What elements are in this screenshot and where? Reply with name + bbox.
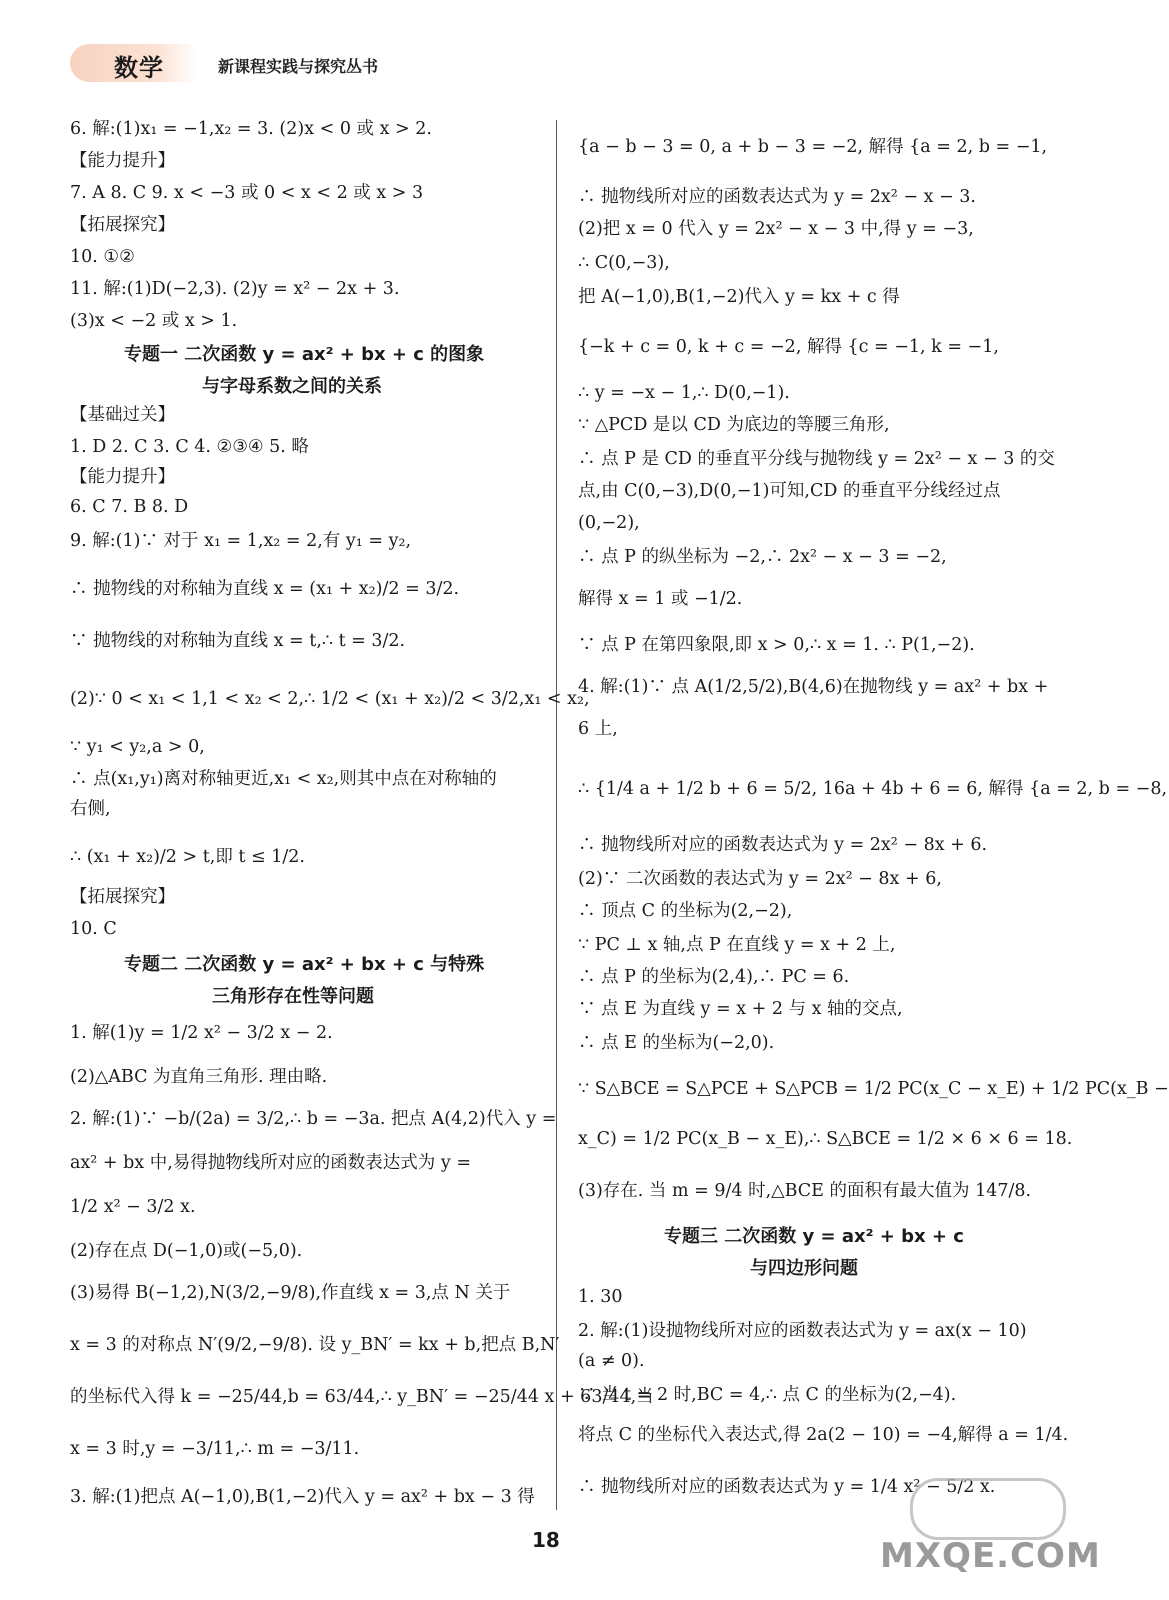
right-line: {−k + c = 0, k + c = −2, 解得 {c = −1, k = −1, [578,337,999,357]
section-heading: 专题一 二次函数 y = ax² + bx + c 的图象 [124,344,485,365]
left-line: 【能力提升】 [70,151,175,171]
watermark-text: MXQE.COM [880,1536,1101,1576]
left-line: 9. 解:(1)∵ 对于 x₁ = 1,x₂ = 2,有 y₁ = y₂, [70,531,412,551]
left-line: ∴ (x₁ + x₂)/2 > t,即 t ≤ 1/2. [70,847,305,867]
right-line: (a ≠ 0). [578,1351,645,1371]
section-heading: 与四边形问题 [750,1258,858,1279]
right-line: ∵ △PCD 是以 CD 为底边的等腰三角形, [578,415,890,435]
right-line: ∵ PC ⊥ x 轴,点 P 在直线 y = x + 2 上, [578,935,896,955]
left-line: 【基础过关】 [70,405,175,425]
right-line: (3)存在. 当 m = 9/4 时,△BCE 的面积有最大值为 147/8. [578,1181,1032,1201]
left-line: 6. C 7. B 8. D [70,497,189,517]
section-heading: 与字母系数之间的关系 [202,376,382,397]
right-line: (2)∵ 二次函数的表达式为 y = 2x² − 8x + 6, [578,869,942,889]
right-line: ∴ 点 P 是 CD 的垂直平分线与抛物线 y = 2x² − x − 3 的交 [578,449,1055,469]
left-line: 1/2 x² − 3/2 x. [70,1197,196,1217]
left-line: (3)易得 B(−1,2),N(3/2,−9/8),作直线 x = 3,点 N 关于 [70,1283,511,1303]
left-line: 10. C [70,919,117,939]
left-line: 【拓展探究】 [70,215,175,235]
right-line: 6 上, [578,719,618,739]
right-line: ∴ 点 E 的坐标为(−2,0). [578,1033,775,1053]
left-line: ax² + bx 中,易得抛物线所对应的函数表达式为 y = [70,1153,471,1173]
right-line: ∵ S△BCE = S△PCE + S△PCB = 1/2 PC(x_C − x_E) + 1/2 PC(x_B − [578,1079,1169,1099]
left-line: 【能力提升】 [70,467,175,487]
right-line: (0,−2), [578,513,640,533]
left-line: 1. 解(1)y = 1/2 x² − 3/2 x − 2. [70,1023,333,1043]
right-line: ∴ {1/4 a + 1/2 b + 6 = 5/2, 16a + 4b + 6 = 6, 解得 {a = 2, b = −8, [578,779,1168,799]
left-line: 11. 解:(1)D(−2,3). (2)y = x² − 2x + 3. [70,279,400,299]
right-line: x_C) = 1/2 PC(x_B − x_E),∴ S△BCE = 1/2 × 6 × 6 = 18. [578,1129,1073,1149]
left-line: x = 3 的对称点 N′(9/2,−9/8). 设 y_BN′ = kx + b,把点 B,N′ [70,1335,560,1355]
right-line: 把 A(−1,0),B(1,−2)代入 y = kx + c 得 [578,287,900,307]
subject-tab [70,44,196,82]
left-line: 10. ①② [70,247,135,267]
page-number: 18 [532,1528,560,1552]
left-line: 1. D 2. C 3. C 4. ②③④ 5. 略 [70,437,309,457]
right-line: ∵ 点 P 在第四象限,即 x > 0,∴ x = 1. ∴ P(1,−2). [578,635,975,655]
right-line: ∴ 抛物线所对应的函数表达式为 y = 2x² − x − 3. [578,187,976,207]
left-line: (3)x < −2 或 x > 1. [70,311,238,331]
right-line: ∴ C(0,−3), [578,253,670,273]
right-line: 1. 30 [578,1287,623,1307]
left-line: (2)存在点 D(−1,0)或(−5,0). [70,1241,303,1261]
right-line: ∴ 点 P 的纵坐标为 −2,∴ 2x² − x − 3 = −2, [578,547,947,567]
left-line: 右侧, [70,799,111,819]
right-line: 4. 解:(1)∵ 点 A(1/2,5/2),B(4,6)在抛物线 y = ax² + bx + [578,677,1049,697]
watermark [880,1472,1101,1592]
left-line: ∵ 抛物线的对称轴为直线 x = t,∴ t = 3/2. [70,631,406,651]
watermark-seal [910,1478,1066,1540]
right-line: ∴ 顶点 C 的坐标为(2,−2), [578,901,793,921]
right-line: ∴ 抛物线所对应的函数表达式为 y = 1/4 x² − 5/2 x. [578,1477,996,1497]
right-line: ∵ 当 t = 2 时,BC = 4,∴ 点 C 的坐标为(2,−4). [578,1385,957,1405]
left-line: 的坐标代入得 k = −25/44,b = 63/44,∴ y_BN′ = −25/44 x + 63/44,当 [70,1387,654,1407]
left-line: (2)△ABC 为直角三角形. 理由略. [70,1067,328,1087]
right-line: 解得 x = 1 或 −1/2. [578,589,743,609]
section-heading: 专题三 二次函数 y = ax² + bx + c [664,1226,964,1247]
left-line: (2)∵ 0 < x₁ < 1,1 < x₂ < 2,∴ 1/2 < (x₁ + x₂)/2 < 3/2,x₁ < x₂, [70,689,590,709]
left-line: x = 3 时,y = −3/11,∴ m = −3/11. [70,1439,360,1459]
section-heading: 三角形存在性等问题 [212,986,374,1007]
right-line: 2. 解:(1)设抛物线所对应的函数表达式为 y = ax(x − 10) [578,1321,1027,1341]
right-line: 点,由 C(0,−3),D(0,−1)可知,CD 的垂直平分线经过点 [578,481,1001,501]
left-line: 6. 解:(1)x₁ = −1,x₂ = 3. (2)x < 0 或 x > 2. [70,119,432,139]
left-line: ∴ 抛物线的对称轴为直线 x = (x₁ + x₂)/2 = 3/2. [70,579,460,599]
left-line: ∵ y₁ < y₂,a > 0, [70,737,205,757]
series-title: 新课程实践与探究丛书 [218,57,379,76]
left-line: ∴ 点(x₁,y₁)离对称轴更近,x₁ < x₂,则其中点在对称轴的 [70,769,497,789]
section-heading: 专题二 二次函数 y = ax² + bx + c 与特殊 [124,954,485,975]
right-line: ∴ 抛物线所对应的函数表达式为 y = 2x² − 8x + 6. [578,835,988,855]
left-line: 3. 解:(1)把点 A(−1,0),B(1,−2)代入 y = ax² + bx − 3 得 [70,1487,535,1507]
left-line: 【拓展探究】 [70,887,175,907]
subject-label: 数学 [114,54,164,82]
left-line: 7. A 8. C 9. x < −3 或 0 < x < 2 或 x > 3 [70,183,424,203]
right-line: ∵ 点 E 为直线 y = x + 2 与 x 轴的交点, [578,999,903,1019]
column-divider [556,120,557,1510]
right-line: 将点 C 的坐标代入表达式,得 2a(2 − 10) = −4,解得 a = 1/4. [578,1425,1069,1445]
right-line: (2)把 x = 0 代入 y = 2x² − x − 3 中,得 y = −3, [578,219,974,239]
left-line: 2. 解:(1)∵ −b/(2a) = 3/2,∴ b = −3a. 把点 A(4,2)代入 y = [70,1109,557,1129]
right-line: ∴ y = −x − 1,∴ D(0,−1). [578,383,790,403]
right-line: ∴ 点 P 的坐标为(2,4),∴ PC = 6. [578,967,850,987]
right-line: {a − b − 3 = 0, a + b − 3 = −2, 解得 {a = 2, b = −1, [578,137,1048,157]
